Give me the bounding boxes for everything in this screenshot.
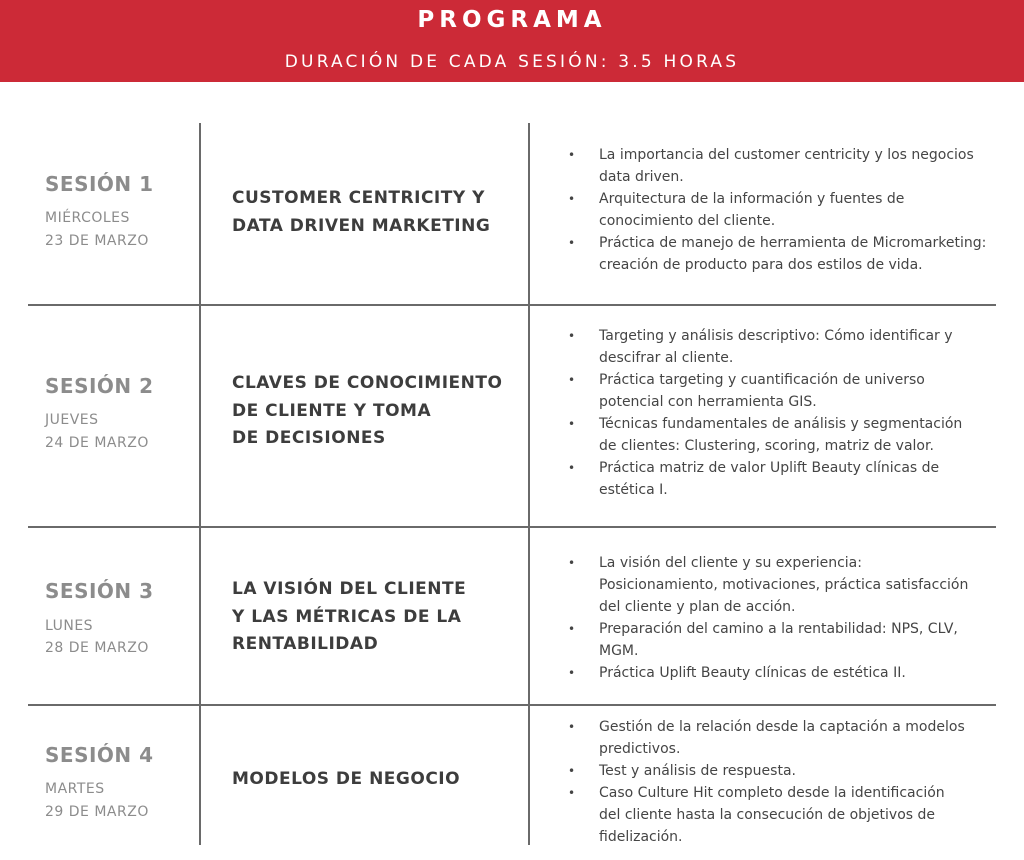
topic-line: fidelización. [599, 829, 683, 845]
program-title: PROGRAMA [417, 7, 607, 33]
topic-line: estética I. [599, 482, 668, 498]
topic-item [568, 618, 1018, 662]
bullet-icon: • [568, 461, 576, 475]
session-title [232, 576, 517, 659]
session-day: MIÉRCOLES [45, 210, 130, 226]
session-label: SESIÓN 3 [45, 579, 154, 603]
session-title-line: DE DECISIONES [232, 428, 386, 448]
session-duration-subtitle: DURACIÓN DE CADA SESIÓN: 3.5 HORAS [284, 52, 740, 72]
session-title [232, 766, 517, 794]
topic-line: Preparación del camino a la rentabilidad: NPS, CLV, [599, 621, 958, 637]
session-title-line: MODELOS DE NEGOCIO [232, 769, 461, 789]
topic-item [568, 662, 1018, 684]
topic-line: potencial con herramienta GIS. [599, 394, 817, 410]
topic-line: Targeting y análisis descriptivo: Cómo identificar y [599, 328, 953, 344]
topic-item [568, 369, 1018, 413]
bullet-icon: • [568, 417, 576, 431]
topic-line: Test y análisis de respuesta. [599, 763, 796, 779]
bullet-icon: • [568, 373, 576, 387]
row-divider-2 [28, 526, 996, 528]
topic-item [568, 413, 1018, 457]
topic-line: conocimiento del cliente. [599, 213, 776, 229]
topic-item [568, 457, 1018, 501]
topic-line: Gestión de la relación desde la captación a modelos [599, 719, 965, 735]
session-day: LUNES [45, 618, 94, 634]
topic-line: Arquitectura de la información y fuentes de [599, 191, 905, 207]
topic-item [568, 232, 1018, 276]
session-day: JUEVES [45, 412, 99, 428]
column-divider-1 [199, 123, 201, 845]
session-label: SESIÓN 2 [45, 374, 154, 398]
bullet-icon: • [568, 329, 576, 343]
bullet-icon: • [568, 666, 576, 680]
row-divider-3 [28, 704, 996, 706]
topic-item [568, 144, 1018, 188]
session-date: 29 DE MARZO [45, 804, 149, 820]
session-topics-list [568, 144, 1018, 276]
topic-line: del cliente y plan de acción. [599, 599, 796, 615]
session-topics-list [568, 716, 1018, 848]
topic-line: del cliente hasta la consecución de objetivos de [599, 807, 936, 823]
session-title-line: LA VISIÓN DEL CLIENTE [232, 579, 467, 599]
session-title-line: DATA DRIVEN MARKETING [232, 215, 491, 236]
bullet-icon: • [568, 236, 576, 250]
topic-line: Caso Culture Hit completo desde la identificación [599, 785, 945, 801]
session-label: SESIÓN 4 [45, 743, 154, 767]
session-date: 24 DE MARZO [45, 435, 149, 451]
topic-line: creación de producto para dos estilos de vida. [599, 257, 923, 273]
topic-line: Práctica de manejo de herramienta de Micromarketing: [599, 235, 987, 251]
bullet-icon: • [568, 764, 576, 778]
session-title-line: CUSTOMER CENTRICITY Y [232, 188, 485, 208]
topic-line: La visión del cliente y su experiencia: [599, 555, 862, 571]
topic-item [568, 552, 1018, 618]
bullet-icon: • [568, 622, 576, 636]
session-topics-list [568, 325, 1018, 501]
topic-item [568, 716, 1018, 760]
topic-line: descifrar al cliente. [599, 350, 734, 366]
topic-line: Posicionamiento, motivaciones, práctica satisfacción [599, 577, 969, 593]
bullet-icon: • [568, 786, 576, 800]
session-title [232, 185, 517, 240]
topic-line: Práctica targeting y cuantificación de universo [599, 372, 925, 388]
topic-line: Técnicas fundamentales de análisis y segmentación [599, 416, 963, 432]
session-date: 23 DE MARZO [45, 233, 149, 249]
topic-item [568, 325, 1018, 369]
topic-item [568, 188, 1018, 232]
bullet-icon: • [568, 148, 576, 162]
program-header-banner [0, 0, 1024, 82]
topic-line: Práctica Uplift Beauty clínicas de estética II. [599, 665, 906, 681]
session-label: SESIÓN 1 [45, 172, 154, 196]
session-title [232, 370, 517, 453]
session-title-line: RENTABILIDAD [232, 634, 379, 654]
topic-line: La importancia del customer centricity y los negocios [599, 147, 974, 163]
topic-line: predictivos. [599, 741, 681, 757]
topic-line: de clientes: Clustering, scoring, matriz de valor. [599, 438, 934, 454]
column-divider-2 [528, 123, 530, 845]
session-title-line: DE CLIENTE Y TOMA [232, 400, 432, 421]
bullet-icon: • [568, 556, 576, 570]
topic-line: MGM. [599, 643, 639, 659]
bullet-icon: • [568, 192, 576, 206]
session-title-line: Y LAS MÉTRICAS DE LA [232, 606, 462, 627]
row-divider-1 [28, 304, 996, 306]
session-topics-list [568, 552, 1018, 684]
topic-line: Práctica matriz de valor Uplift Beauty clínicas de [599, 460, 940, 476]
topic-item [568, 782, 1018, 848]
session-day: MARTES [45, 781, 105, 797]
bullet-icon: • [568, 720, 576, 734]
session-date: 28 DE MARZO [45, 640, 149, 656]
session-title-line: CLAVES DE CONOCIMIENTO [232, 373, 503, 393]
topic-item [568, 760, 1018, 782]
topic-line: data driven. [599, 169, 684, 185]
